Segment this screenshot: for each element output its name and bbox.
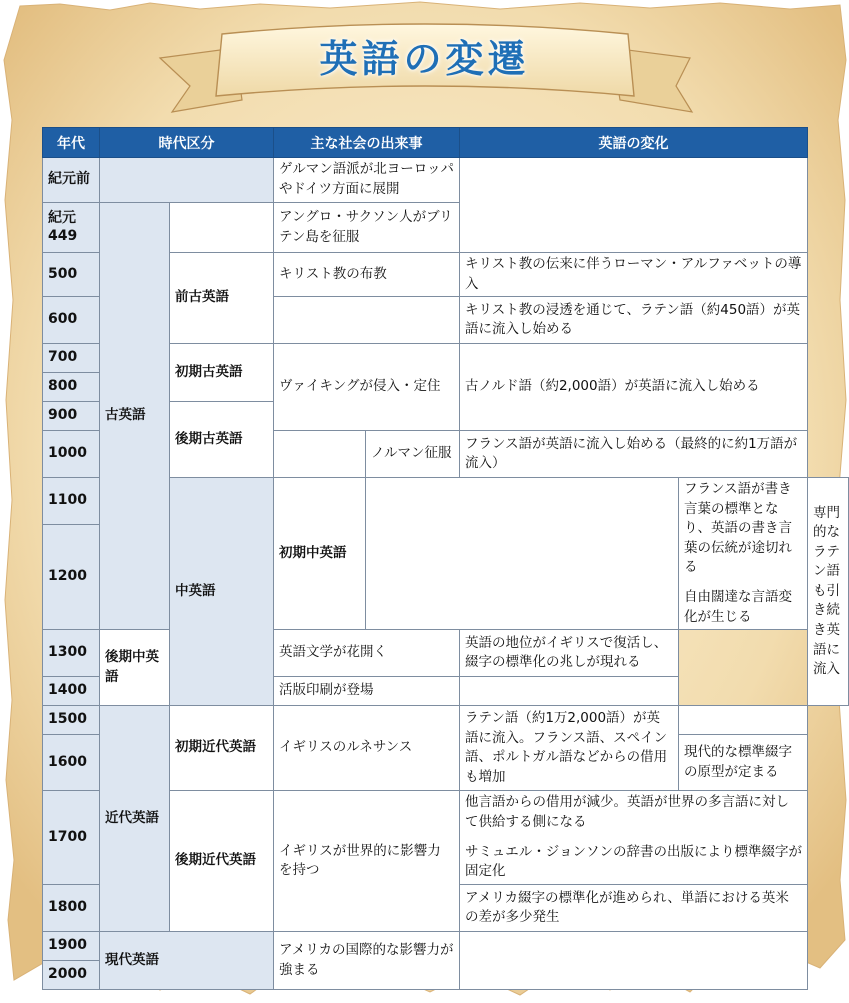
change-cell: 専門的なラテン語も引き続き英語に流入 <box>808 478 849 706</box>
change-cell: キリスト教の浸透を通じて、ラテン語（約450語）が英語に流入し始める <box>460 297 808 344</box>
table-row <box>43 630 849 677</box>
change-cell: 現代的な標準綴字の原型が定まる <box>679 735 808 791</box>
header-changes: 英語の変化 <box>460 128 808 158</box>
year-cell: 600 <box>43 297 100 344</box>
year-cell: 1800 <box>43 885 100 932</box>
subperiod-late-middle-english: 後期中英語 <box>100 630 170 706</box>
change-johnson-dictionary: サミュエル・ジョンソンの辞書の出版により標準綴字が固定化 <box>465 843 802 880</box>
change-cell <box>460 791 808 885</box>
year-cell: 800 <box>43 373 100 402</box>
subperiod-late-modern-english: 後期近代英語 <box>170 791 274 932</box>
event-cell: ヴァイキングが侵入・定住 <box>274 344 460 431</box>
subperiod-early-middle-english: 初期中英語 <box>274 478 366 630</box>
change-cell: 古ノルド語（約2,000語）が英語に流入し始める <box>460 344 808 431</box>
event-cell: ゲルマン語派が北ヨーロッパやドイツ方面に展開 <box>274 158 460 203</box>
event-cell: 活版印刷が登場 <box>274 677 460 706</box>
year-cell: 500 <box>43 253 100 297</box>
subperiod-empty <box>170 203 274 253</box>
change-cell-empty <box>679 706 808 735</box>
year-cell: 1700 <box>43 791 100 885</box>
header-period: 時代区分 <box>100 128 274 158</box>
period-middle-english: 中英語 <box>170 478 274 706</box>
event-cell: イギリスが世界的に影響力を持つ <box>274 791 460 932</box>
event-cell-empty <box>274 297 460 344</box>
year-cell: 1600 <box>43 735 100 791</box>
period-modern-english: 近代英語 <box>100 706 170 932</box>
subperiod-pre-old-english: 前古英語 <box>170 253 274 344</box>
year-cell: 紀元 449 <box>43 203 100 253</box>
year-cell: 1900 <box>43 932 100 961</box>
period-present-day-english: 現代英語 <box>100 932 274 990</box>
english-history-table <box>42 127 849 990</box>
event-cell: アングロ・サクソン人がブリテン島を征服 <box>274 203 460 253</box>
table-row <box>43 932 849 961</box>
change-french-standard: フランス語が書き言葉の標準となり、英語の書き言葉の伝統が途切れる <box>684 481 792 576</box>
year-cell: 1200 <box>43 524 100 629</box>
change-cell: ラテン語（約1万2,000語）が英語に流入。フランス語、スペイン語、ポルトガル語などからの借用も増加 <box>460 706 679 791</box>
event-cell: 英語文学が花開く <box>274 630 460 677</box>
table-row <box>43 706 849 735</box>
change-cell-empty <box>460 932 808 990</box>
year-cell: 1400 <box>43 677 100 706</box>
table-row <box>43 158 849 203</box>
year-cell: 700 <box>43 344 100 373</box>
table-header-row <box>43 128 849 158</box>
event-cell-empty <box>274 431 366 478</box>
change-borrowing-decrease: 他言語からの借用が減少。英語が世界の多言語に対して供給する側になる <box>465 794 789 830</box>
year-cell: 900 <box>43 402 100 431</box>
spacer <box>684 578 802 588</box>
period-old-english: 古英語 <box>100 203 170 630</box>
year-cell: 紀元前 <box>43 158 100 203</box>
event-cell: キリスト教の布教 <box>274 253 460 297</box>
change-cell: 英語の地位がイギリスで復活し、綴字の標準化の兆しが現れる <box>460 630 679 677</box>
year-cell: 1500 <box>43 706 100 735</box>
change-cell: キリスト教の伝来に伴うローマン・アルファベットの導入 <box>460 253 808 297</box>
year-cell: 1000 <box>43 431 100 478</box>
year-cell: 1300 <box>43 630 100 677</box>
change-cell <box>679 478 808 630</box>
period-cell-empty <box>100 158 274 203</box>
event-cell: ノルマン征服 <box>366 431 460 478</box>
spacer <box>465 833 802 843</box>
year-cell: 1100 <box>43 478 100 525</box>
event-cell: イギリスのルネサンス <box>274 706 460 791</box>
header-events: 主な社会の出来事 <box>274 128 460 158</box>
page-title: 英語の変遷 <box>319 36 530 81</box>
event-cell-empty <box>366 478 679 630</box>
change-cell: アメリカ綴字の標準化が進められ、単語における英米の差が多少発生 <box>460 885 808 932</box>
year-cell: 2000 <box>43 961 100 990</box>
subperiod-early-modern-english: 初期近代英語 <box>170 706 274 791</box>
subperiod-early-old-english: 初期古英語 <box>170 344 274 402</box>
change-cell-empty <box>460 158 808 253</box>
event-cell: アメリカの国際的な影響力が強まる <box>274 932 460 990</box>
change-cell-empty <box>460 677 679 706</box>
header-year: 年代 <box>43 128 100 158</box>
change-cell: フランス語が英語に流入し始める（最終的に約1万語が流入） <box>460 431 808 478</box>
subperiod-late-old-english: 後期古英語 <box>170 402 274 478</box>
change-free-change: 自由闊達な言語変化が生じる <box>684 588 792 625</box>
